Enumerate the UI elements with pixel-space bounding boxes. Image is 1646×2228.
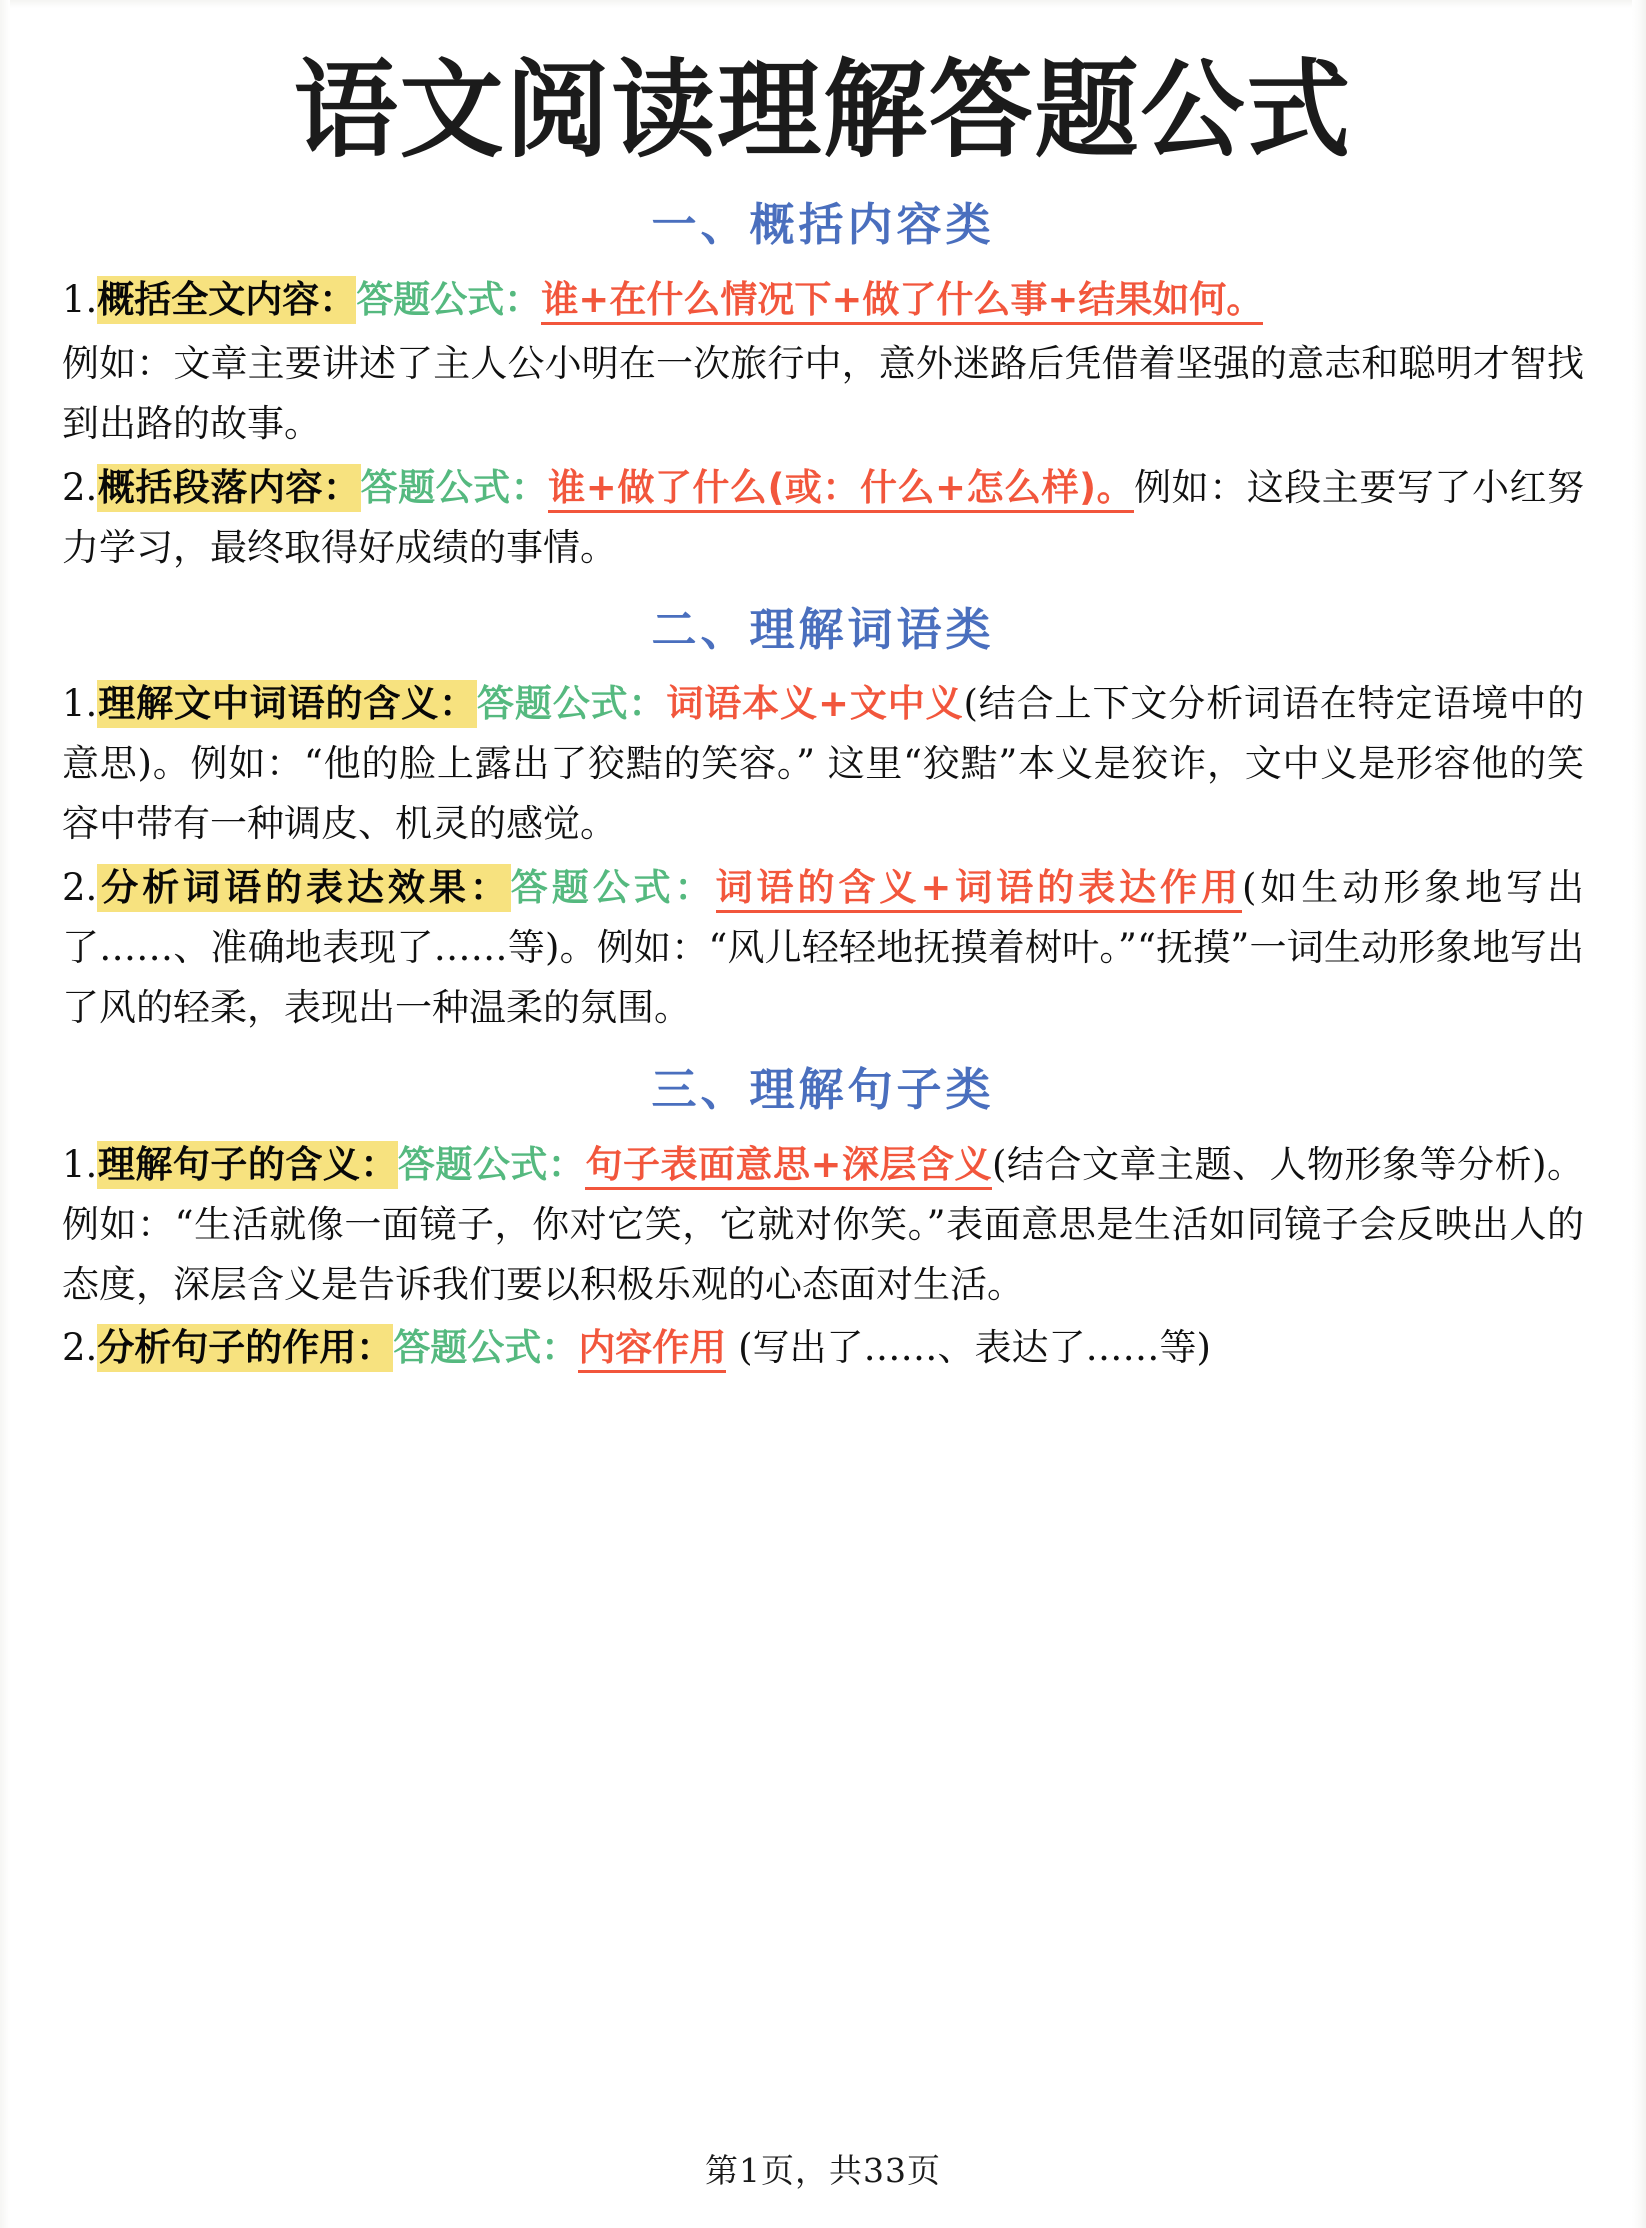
list-item <box>62 458 1584 578</box>
formula-text: 词语本义+文中义 <box>666 682 964 726</box>
formula-text: 谁+在什么情况下+做了什么事+结果如何。 <box>541 278 1263 325</box>
formula-label: 答题公式： <box>477 682 667 726</box>
list-item <box>62 334 1584 454</box>
item-number: 2. <box>62 465 98 509</box>
item-number: 1. <box>62 682 98 726</box>
formula-label: 答题公式： <box>360 465 549 509</box>
item-topic: 分析词语的表达效果： <box>97 864 510 912</box>
formula-text: 内容作用 <box>578 1326 726 1373</box>
section-header-3: 三、理解句子类 <box>651 1062 995 1116</box>
page-title: 语文阅读理解答题公式 <box>293 49 1353 172</box>
list-item <box>62 270 1584 330</box>
item-topic: 概括全文内容： <box>97 276 356 324</box>
scan-edge-top <box>0 0 1646 8</box>
item-number: 1. <box>62 277 98 321</box>
item-body: (如生动形象地写出了……、准确地表现了……等)。例如：“风儿轻轻地抚摸着树叶。”“抚摸”一词生动形象地写出了风的轻柔，表现出一种温柔的氛围。 <box>62 866 1585 1029</box>
item-topic: 分析句子的作用： <box>97 1324 393 1372</box>
formula-label: 答题公式： <box>393 1326 579 1370</box>
section-header-1: 一、概括内容类 <box>651 198 995 252</box>
formula-label: 答题公式： <box>356 277 542 321</box>
item-number: 2. <box>62 866 98 910</box>
item-body: (结合文章主题、人物形象等分析)。 例如：“生活就像一面镜子，你对它笑，它就对你笑。”表面意思是生活如同镜子会反映出人的态度，深层含义是告诉我们要以积极乐观的心态面对生活。 <box>62 1142 1585 1306</box>
item-body: 例如：文章主要讲述了主人公小明在一次旅行中，意外迷路后凭借着坚强的意志和聪明才智找到出路的故事。 <box>62 341 1584 445</box>
formula-text: 谁+做了什么(或：什么+怎么样)。 <box>548 466 1134 513</box>
item-number: 1. <box>62 1142 98 1186</box>
item-topic: 理解文中词语的含义： <box>97 680 477 728</box>
list-item <box>62 1135 1584 1315</box>
page-footer: 第1页，共33页 <box>705 2151 941 2190</box>
formula-text: 词语的含义+词语的表达作用 <box>716 866 1242 913</box>
list-item <box>62 858 1584 1038</box>
formula-text: 句子表面意思+深层含义 <box>585 1143 992 1190</box>
section-header-2: 二、理解词语类 <box>651 602 995 656</box>
item-body: 例如：这段主要写了小红努力学习，最终取得好成绩的事情。 <box>62 465 1585 569</box>
item-body: (写出了……、表达了……等) <box>726 1326 1211 1370</box>
item-topic: 理解句子的含义： <box>97 1141 398 1189</box>
item-topic: 概括段落内容： <box>97 464 360 512</box>
item-number: 2. <box>62 1326 98 1370</box>
formula-label: 答题公式： <box>397 1142 586 1186</box>
list-item <box>62 1318 1584 1378</box>
document-content <box>0 48 1646 1378</box>
formula-label: 答题公式： <box>510 866 716 910</box>
item-body: (结合上下文分析词语在特定语境中的意思)。例如：“他的脸上露出了狡黠的笑容。” 这里“狡黠”本义是狡诈，文中义是形容他的笑容中带有一种调皮、机灵的感觉。 <box>62 682 1585 846</box>
list-item <box>62 674 1584 854</box>
